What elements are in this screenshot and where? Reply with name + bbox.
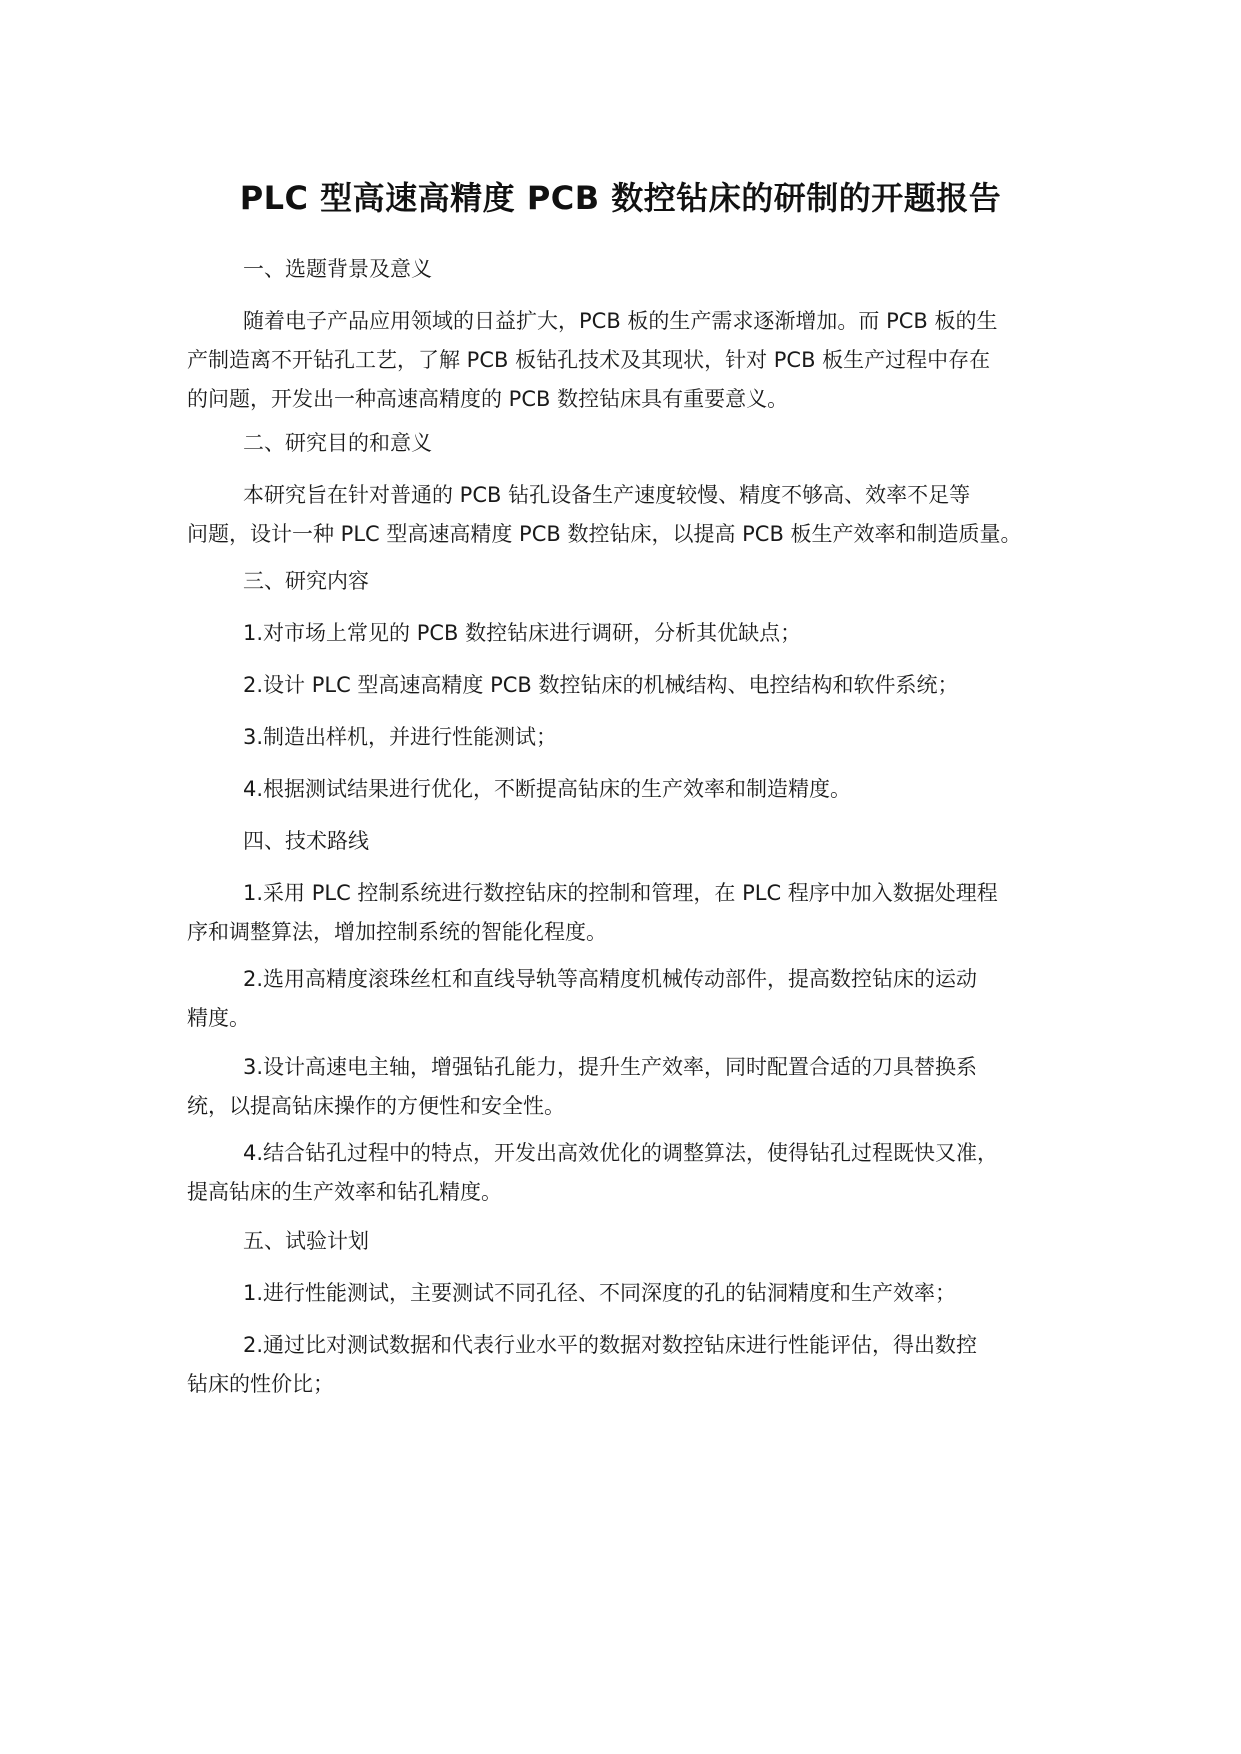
text-line: 1.对市场上常见的 PCB 数控钻床进行调研，分析其优缺点； [243,621,802,645]
paragraph-background [187,302,1077,419]
text-line: 二、研究目的和意义 [243,431,432,455]
text-line: 1.进行性能测试，主要测试不同孔径、不同深度的孔的钻洞精度和生产效率； [243,1281,957,1305]
list-item [187,1134,1077,1212]
list-item [187,614,1077,653]
list-item [187,1274,1077,1313]
list-item [187,1048,1077,1126]
text-line: 五、试验计划 [243,1229,369,1253]
text-line: 提高钻床的生产效率和钻孔精度。 [187,1180,502,1204]
text-line: 4.根据测试结果进行优化，不断提高钻床的生产效率和制造精度。 [243,777,852,801]
text-line: 的问题，开发出一种高速高精度的 PCB 数控钻床具有重要意义。 [187,387,789,411]
list-item [187,960,1077,1038]
text-line: 钻床的性价比； [187,1372,334,1396]
text-line: 一、选题背景及意义 [243,257,432,281]
list-item [187,874,1077,952]
text-line: 问题，设计一种 PLC 型高速高精度 PCB 数控钻床，以提高 PCB 板生产效率和制造质量。 [187,522,1022,546]
section-heading-technical-route [187,822,1077,861]
list-item [187,718,1077,757]
section-heading-content [187,562,1077,601]
list-item [187,666,1077,705]
list-item [187,770,1077,809]
text-line: 本研究旨在针对普通的 PCB 钻孔设备生产速度较慢、精度不够高、效率不足等 [243,483,971,507]
section-heading-background [187,250,1077,289]
text-line: 1.采用 PLC 控制系统进行数控钻床的控制和管理，在 PLC 程序中加入数据处理程 [243,881,998,905]
text-line: 序和调整算法，增加控制系统的智能化程度。 [187,920,607,944]
text-line: 4.结合钻孔过程中的特点，开发出高效优化的调整算法，使得钻孔过程既快又准， [243,1141,999,1165]
text-line: 四、技术路线 [243,829,369,853]
text-line: 随着电子产品应用领域的日益扩大，PCB 板的生产需求逐渐增加。而 PCB 板的生 [243,309,998,333]
text-line: 3.制造出样机，并进行性能测试； [243,725,558,749]
text-line: 2.选用高精度滚珠丝杠和直线导轨等高精度机械传动部件，提高数控钻床的运动 [243,967,978,991]
paragraph-purpose [187,476,1077,554]
section-heading-purpose [187,424,1077,463]
text-line: 3.设计高速电主轴，增强钻孔能力，提升生产效率，同时配置合适的刀具替换系 [243,1055,978,1079]
text-line: 2.设计 PLC 型高速高精度 PCB 数控钻床的机械结构、电控结构和软件系统； [243,673,959,697]
text-line: 统，以提高钻床操作的方便性和安全性。 [187,1094,565,1118]
section-heading-test-plan [187,1222,1077,1261]
text-line: 精度。 [187,1006,250,1030]
text-line: 三、研究内容 [243,569,369,593]
list-item [187,1326,1077,1404]
document-title: PLC 型高速高精度 PCB 数控钻床的研制的开题报告 [239,179,1002,217]
text-line: 产制造离不开钻孔工艺，了解 PCB 板钻孔技术及其现状，针对 PCB 板生产过程中存在 [187,348,991,372]
text-line: 2.通过比对测试数据和代表行业水平的数据对数控钻床进行性能评估，得出数控 [243,1333,978,1357]
